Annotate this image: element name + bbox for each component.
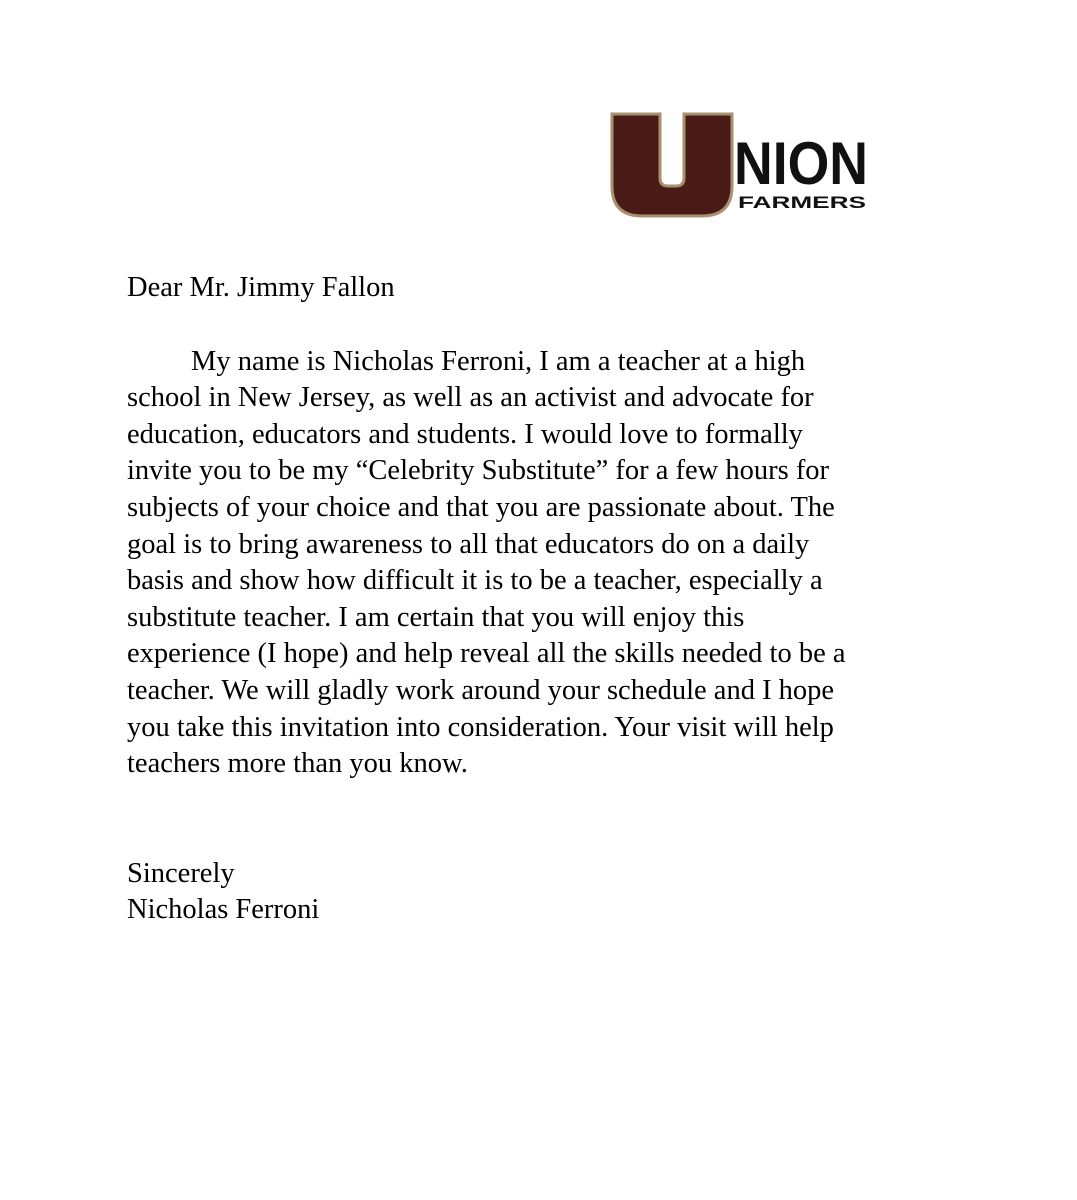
body-line: teacher. We will gladly work around your schedule and I hope [127, 674, 835, 706]
body-line: you take this invitation into consideration. Your visit will help [127, 711, 834, 743]
letter-content [127, 270, 947, 929]
closing-block [127, 856, 947, 929]
body-line: education, educators and students. I would love to formally [127, 418, 803, 450]
salutation: Dear Mr. Jimmy Fallon [127, 272, 395, 303]
body-line: basis and show how difficult it is to be a teacher, especially a [127, 565, 823, 597]
body-line: school in New Jersey, as well as an activist and advocate for [127, 382, 814, 414]
logo-u-shape [612, 114, 732, 216]
body-line: substitute teacher. I am certain that you will enjoy this [127, 601, 745, 633]
union-farmers-logo-graphic [610, 112, 872, 218]
closing: Sincerely [127, 857, 235, 889]
body-line: experience (I hope) and help reveal all the skills needed to be a [127, 638, 846, 670]
body-line: invite you to be my “Celebrity Substitute” for a few hours for [127, 455, 830, 487]
signature-name: Nicholas Ferroni [127, 894, 320, 926]
body-line: teachers more than you know. [127, 748, 468, 780]
logo-nion-letters: NION [734, 130, 868, 197]
body-line: goal is to bring awareness to all that educators do on a daily [127, 528, 810, 560]
body-line: subjects of your choice and that you are passionate about. The [127, 491, 835, 523]
letter-body [127, 344, 947, 783]
union-farmers-logo [610, 112, 872, 218]
body-line: My name is Nicholas Ferroni, I am a teacher at a high [191, 345, 806, 377]
logo-subtitle: FARMERS [738, 193, 866, 212]
